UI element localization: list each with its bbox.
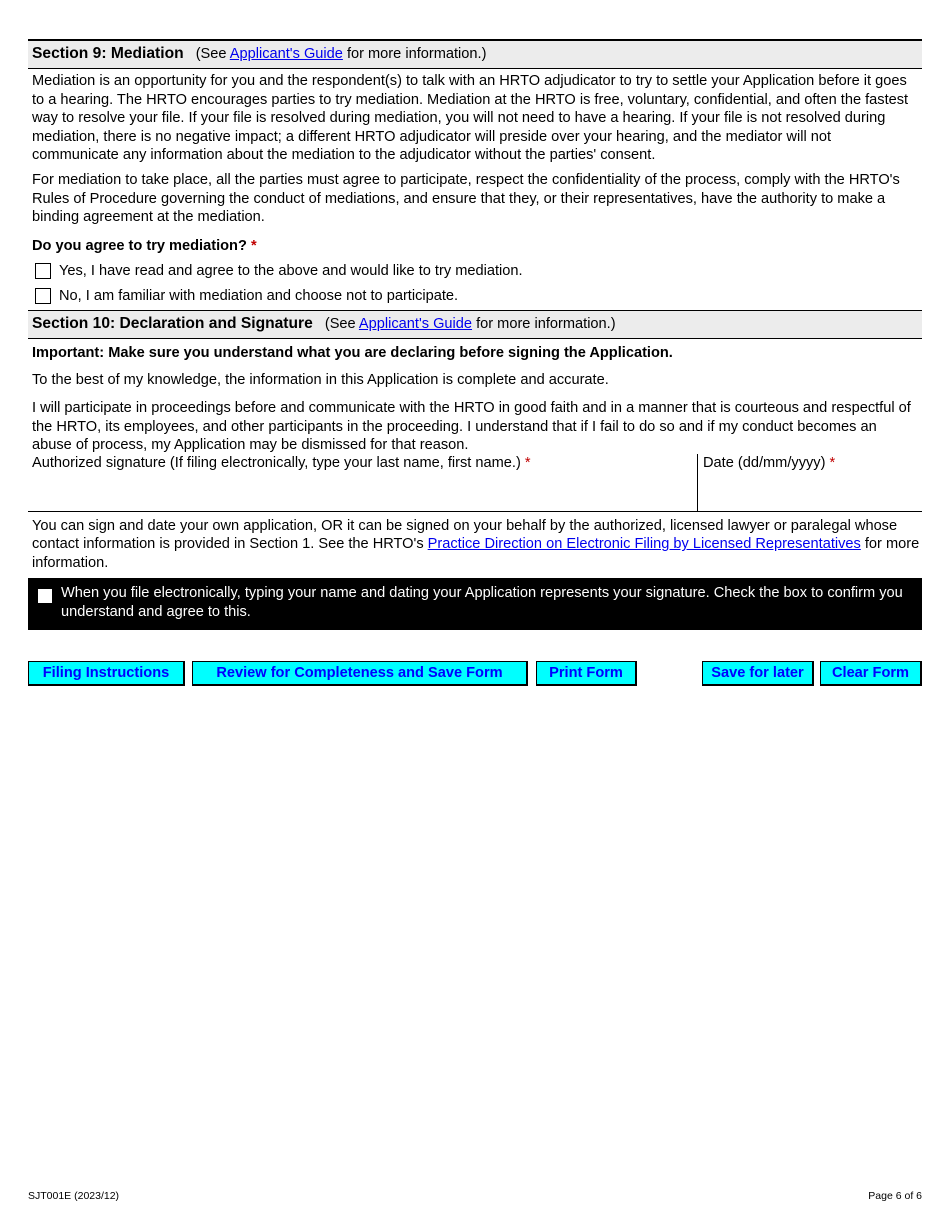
- declaration-paragraph-1: To the best of my knowledge, the information in this Application is complete and accurate.: [32, 372, 609, 389]
- applicants-guide-link-9[interactable]: Applicant's Guide: [229, 46, 343, 62]
- form-page: [28, 39, 922, 681]
- review-save-button[interactable]: Review for Completeness and Save Form: [192, 661, 528, 686]
- signature-row: [28, 454, 922, 512]
- section-9-note: [196, 46, 487, 62]
- section-10-title: Section 10: Declaration and Signature: [32, 314, 313, 332]
- representative-paragraph: [28, 517, 922, 573]
- clear-form-button[interactable]: Clear Form: [820, 661, 922, 686]
- signature-label: Authorized signature (If filing electronically, type your last name, first name.): [32, 454, 521, 471]
- required-mark: *: [829, 454, 836, 471]
- section-9-title: Section 9: Mediation: [32, 45, 184, 62]
- mediation-option-no[interactable]: [28, 284, 922, 309]
- mediation-option-yes[interactable]: [28, 259, 922, 284]
- applicants-guide-link-10[interactable]: Applicant's Guide: [358, 315, 473, 332]
- declaration-important: Important: Make sure you understand what you are declaring before signing the Application.: [32, 344, 673, 361]
- signature-field[interactable]: [28, 454, 697, 511]
- date-label: Date (dd/mm/yyyy): [703, 454, 826, 471]
- save-for-later-button[interactable]: Save for later: [702, 661, 814, 686]
- print-form-button[interactable]: Print Form: [536, 661, 637, 686]
- confirm-text: When you file electronically, typing your name and dating your Application represents your signature. Check the box to confirm you understand and agree to this.: [61, 584, 903, 620]
- required-mark: *: [524, 454, 531, 471]
- section-10-header: [28, 310, 922, 339]
- mediation-yes-label: Yes, I have read and agree to the above and would like to try mediation.: [59, 263, 523, 280]
- required-mark: *: [250, 237, 257, 254]
- representative-text: You can sign and date your own application, OR it can be signed on your behalf by the authorized, licensed lawyer or paralegal whose contact information is provided in Section 1. See the HRTO's: [32, 517, 898, 553]
- page-number: Page 6 of 6: [868, 1190, 922, 1202]
- representative-text-end: for more information.: [32, 536, 920, 571]
- filing-instructions-button[interactable]: Filing Instructions: [28, 661, 185, 686]
- button-bar: [28, 661, 922, 686]
- declaration-paragraph-2: I will participate in proceedings before and communicate with the HRTO in good faith and in a manner that is courteous and respectful of the HRTO, its employees, and other participants in the proceeding. I understand that if I fail to do so and if my conduct becomes an abuse of process, my Application may be dismissed for that reason.: [32, 399, 911, 454]
- note-suffix: for more information.): [342, 46, 487, 62]
- electronic-signature-confirmation: [28, 578, 922, 630]
- confirm-checkbox[interactable]: [37, 588, 53, 604]
- mediation-no-checkbox[interactable]: [35, 288, 51, 304]
- mediation-question-text: Do you agree to try mediation?: [32, 237, 247, 254]
- date-field[interactable]: [697, 454, 922, 511]
- section-10-note: [325, 316, 616, 332]
- note-prefix: (See: [195, 46, 230, 62]
- practice-direction-link[interactable]: Practice Direction on Electronic Filing by Licensed Representatives: [427, 536, 861, 553]
- note-suffix: for more information.): [472, 315, 616, 332]
- section-9-header: [28, 39, 922, 69]
- mediation-yes-checkbox[interactable]: [35, 263, 51, 279]
- mediation-paragraph-1: Mediation is an opportunity for you and the respondent(s) to talk with an HRTO adjudicator to try to settle your Application before it goes to a hearing. The HRTO encourages parties to try mediation. Mediation at the HRTO is free, voluntary, confidential, and often the fastest way to resolve your file. If your file is resolved during mediation, you will not need to have a hearing. If your file is not resolved during mediation, there is no negative impact; a different HRTO adjudicator will preside over your hearing, and the mediator will not communicate any information about the mediation to the adjudicator without the parties' consent.: [32, 73, 909, 164]
- form-code: SJT001E (2023/12): [28, 1190, 120, 1202]
- note-prefix: (See: [324, 315, 359, 332]
- mediation-question: [28, 236, 922, 256]
- mediation-no-label: No, I am familiar with mediation and choose not to participate.: [59, 288, 459, 305]
- mediation-paragraph-2: For mediation to take place, all the parties must agree to participate, respect the confidentiality of the process, comply with the HRTO's Rules of Procedure governing the conduct of mediations, and ensure that they, or their representatives, have the authority to make a binding agreement at the mediation.: [32, 171, 900, 226]
